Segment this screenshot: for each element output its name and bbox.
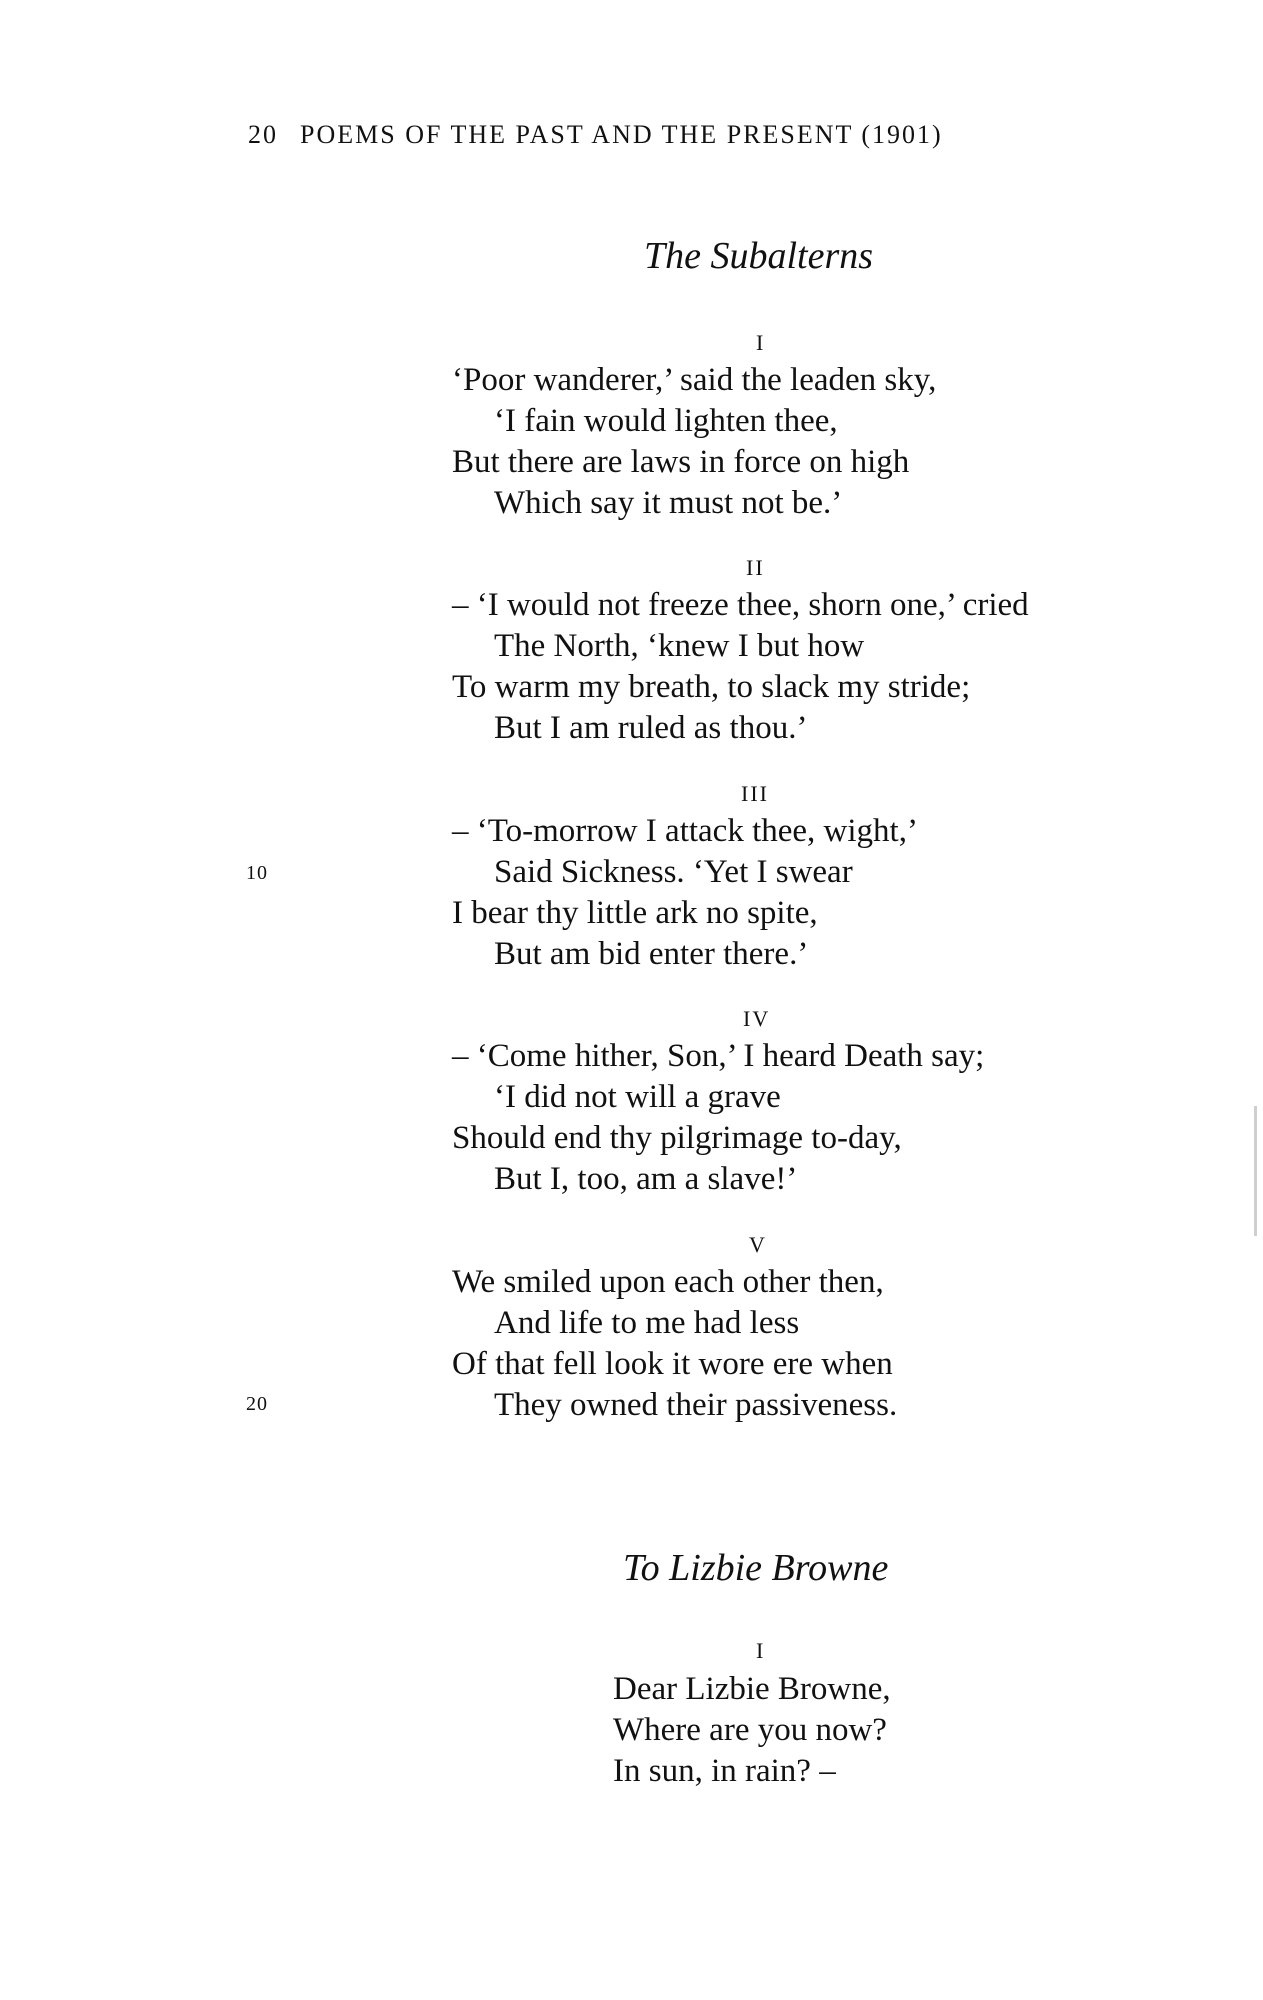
verse-line: I bear thy little ark no spite, [452,895,818,931]
running-header [248,120,943,150]
stanza-number: IV [743,1006,771,1031]
stanza-number: II [746,555,765,580]
stanza-3 [452,811,918,975]
stanza-number: I [756,330,766,355]
line-number-10: 10 [246,862,268,884]
stanza-number: V [749,1232,767,1257]
verse-line: We smiled upon each other then, [452,1264,884,1300]
stanza-lizbie-1 [613,1669,891,1792]
verse-line: To warm my breath, to slack my stride; [452,669,971,705]
verse-line: Dear Lizbie Browne, [613,1671,891,1707]
stanza-4 [452,1036,984,1200]
poem-title-subalterns: The Subalterns [644,235,874,277]
stanza-number: III [741,781,769,806]
verse-line: And life to me had less [494,1305,800,1341]
stanza-number: I [756,1638,766,1663]
verse-line: ‘I fain would lighten thee, [494,403,838,439]
verse-line: In sun, in rain? – [613,1753,836,1789]
scan-edge-mark [1254,1106,1257,1236]
stanza-2 [452,585,1029,749]
verse-line: They owned their passiveness. [494,1387,898,1423]
verse-line: ‘I did not will a grave [494,1079,781,1115]
verse-line: ‘Poor wanderer,’ said the leaden sky, [452,362,937,398]
verse-line: Where are you now? [613,1712,887,1748]
verse-line: The North, ‘knew I but how [494,628,865,664]
verse-line: Which say it must not be.’ [494,485,843,521]
verse-line: Said Sickness. ‘Yet I swear [494,854,853,890]
verse-line: – ‘Come hither, Son,’ I heard Death say; [452,1038,985,1074]
stanza-5 [452,1262,897,1426]
verse-line: But there are laws in force on high [452,444,910,480]
page-number: 20 [248,120,278,149]
verse-line: – ‘I would not freeze thee, shorn one,’ cried [452,587,1029,623]
line-number-20: 20 [246,1393,268,1415]
verse-line: But am bid enter there.’ [494,936,809,972]
verse-line: But I, too, am a slave!’ [494,1161,798,1197]
poem-title-lizbie-browne: To Lizbie Browne [623,1547,889,1589]
verse-line: – ‘To-morrow I attack thee, wight,’ [452,813,918,849]
running-title: POEMS OF THE PAST AND THE PRESENT (1901) [300,120,943,149]
verse-line: Of that fell look it wore ere when [452,1346,893,1382]
verse-line: Should end thy pilgrimage to-day, [452,1120,902,1156]
verse-line: But I am ruled as thou.’ [494,710,808,746]
stanza-1 [452,360,936,524]
